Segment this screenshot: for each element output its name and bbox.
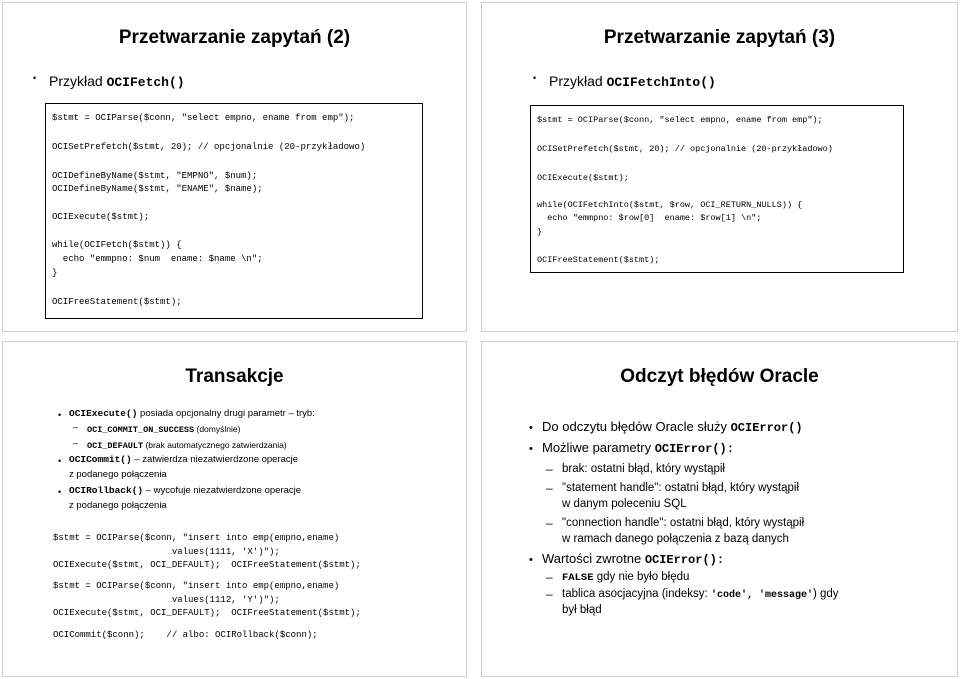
bullet-icon: •	[533, 73, 537, 83]
code-line: }	[537, 227, 543, 237]
example-bullet	[33, 73, 185, 90]
bullet-desc: Wartości zwrotne	[542, 551, 645, 566]
bullet-desc: Do odczytu błędów Oracle służy	[542, 419, 731, 434]
bullet-icon: •	[33, 73, 37, 83]
bullet-icon: •	[58, 410, 62, 420]
slide-top-left	[2, 2, 467, 332]
example-label: Przykład	[549, 73, 607, 89]
code-line: echo "emmpno: $row[0] ename: $row[1] \n";	[537, 213, 762, 223]
code-line: OCISetPrefetch($stmt, 20); // opcjonalnie (20-przykładowo)	[537, 144, 833, 154]
sub-bullet-text	[562, 571, 689, 584]
code-line: OCIDefineByName($stmt, "ENAME", $name);	[52, 184, 263, 194]
sub-bullet-desc: gdy nie było błędu	[593, 571, 690, 583]
code-line: OCIExecute($stmt);	[537, 173, 629, 183]
bullet-desc: posiada opcjonalny drugi parametr – tryb:	[137, 408, 315, 419]
code-line: OCIExecute($stmt, OCI_DEFAULT); OCIFreeStatement($stmt);	[53, 560, 361, 570]
bullet-text-cont: z podanego połączenia	[69, 469, 167, 480]
slide-bottom-left	[2, 341, 467, 677]
dash-icon: –	[546, 516, 553, 530]
sub-bullet-text: brak: ostatni błąd, który wystąpił	[562, 463, 725, 475]
code-line: OCIExecute($stmt, OCI_DEFAULT); OCIFreeStatement($stmt);	[53, 608, 361, 618]
bullet-icon: •	[58, 456, 62, 466]
bullet-text	[69, 408, 315, 419]
bullet-text-cont: z podanego połączenia	[69, 500, 167, 511]
code-line: OCIFreeStatement($stmt);	[537, 255, 660, 265]
sub-bullet-text-cont: w ramach danego połączenia z bazą danych	[562, 533, 789, 545]
function-name: OCIError():	[654, 442, 734, 456]
example-function: OCIFetch()	[106, 75, 185, 90]
function-name: OCIError()	[730, 421, 803, 435]
bullet-text	[542, 440, 734, 456]
sub-bullet-desc: (brak automatycznego zatwierdzania)	[143, 440, 287, 450]
code-line: OCIFreeStatement($stmt);	[52, 297, 182, 307]
dash-icon: –	[73, 438, 79, 448]
code-line: while(OCIFetchInto($stmt, $row, OCI_RETURN_NULLS)) {	[537, 200, 803, 210]
bullet-desc: – zatwierdza niezatwierdzone operacje	[131, 454, 299, 465]
sub-bullet-text-cont: w danym poleceniu SQL	[562, 498, 687, 510]
dash-icon: –	[546, 481, 553, 495]
bullet-icon: •	[529, 443, 533, 455]
dash-icon: –	[546, 462, 553, 476]
code-line: OCIExecute($stmt);	[52, 212, 150, 222]
bullet-text	[542, 419, 803, 435]
slide-title: Przetwarzanie zapytań (2)	[118, 27, 351, 48]
example-label: Przykład	[49, 73, 107, 89]
example-bullet	[533, 73, 716, 90]
code-line: echo "emmpno: $num ename: $name \n";	[52, 254, 263, 264]
code-block	[530, 105, 904, 273]
code-line: $stmt = OCIParse($conn, "select empno, ename from emp");	[52, 113, 355, 123]
sub-bullet-text	[87, 440, 287, 451]
code-line: }	[52, 268, 58, 278]
slide-bottom-right	[481, 341, 958, 677]
sub-bullet-desc: tablica asocjacyjna (indeksy:	[562, 588, 711, 600]
slide-title: Transakcje	[185, 366, 284, 387]
bullet-icon: •	[529, 422, 533, 434]
function-name: OCIError():	[644, 553, 725, 567]
example-function: OCIFetchInto()	[606, 75, 716, 90]
slide-title: Przetwarzanie zapytań (3)	[603, 27, 836, 48]
sub-bullet-text	[87, 424, 240, 435]
code-line: values(1112, 'Y')");	[53, 595, 280, 605]
dash-icon: –	[73, 422, 79, 432]
bullet-text	[69, 454, 298, 465]
bullet-text	[69, 485, 301, 496]
code-line: OCISetPrefetch($stmt, 20); // opcjonalnie (20-przykładowo)	[52, 142, 366, 152]
sub-bullet-desc: ) gdy	[812, 588, 839, 600]
function-name: OCI_DEFAULT	[87, 441, 144, 451]
bullet-icon: •	[529, 554, 533, 566]
code-line: OCICommit($conn); // albo: OCIRollback($conn);	[53, 630, 318, 640]
code-line: $stmt = OCIParse($conn, "insert into emp(empno,ename)	[53, 581, 340, 591]
code-block	[45, 103, 423, 319]
slide-title: Odczyt błędów Oracle	[620, 366, 819, 387]
bullet-icon: •	[58, 487, 62, 497]
sub-bullet-desc: (domyślnie)	[194, 424, 241, 434]
function-name: OCIExecute()	[69, 408, 138, 419]
bullet-desc: – wycofuje niezatwierdzone operacje	[143, 485, 302, 496]
function-name: OCIRollback()	[69, 485, 144, 496]
code-line: $stmt = OCIParse($conn, "select empno, ename from emp");	[537, 115, 823, 125]
function-name: FALSE	[562, 572, 594, 584]
slide-top-right	[481, 2, 958, 332]
code-line: $stmt = OCIParse($conn, "insert into emp(empno,ename)	[53, 533, 340, 543]
bullet-desc: Możliwe parametry	[542, 440, 655, 455]
dash-icon: –	[546, 570, 553, 584]
sub-bullet-text	[562, 588, 839, 601]
code-line: values(1111, 'X')");	[53, 547, 280, 557]
bullet-text	[542, 551, 724, 567]
function-name: 'code', 'message'	[710, 590, 813, 601]
code-line: OCIDefineByName($stmt, "EMPNO", $num);	[52, 171, 258, 181]
code-line: while(OCIFetch($stmt)) {	[52, 240, 182, 250]
function-name: OCICommit()	[69, 454, 132, 465]
sub-bullet-text: "connection handle": ostatni błąd, który wystąpił	[562, 517, 805, 529]
sub-bullet-text: "statement handle": ostatni błąd, który wystąpił	[562, 482, 800, 494]
function-name: OCI_COMMIT_ON_SUCCESS	[87, 425, 195, 435]
sub-bullet-text-cont: był błąd	[562, 604, 602, 616]
dash-icon: –	[546, 587, 553, 601]
